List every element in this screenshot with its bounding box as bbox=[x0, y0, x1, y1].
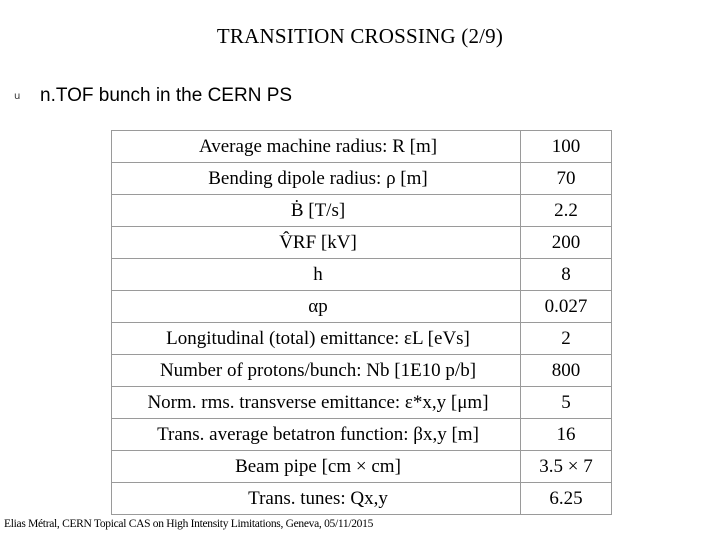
parameter-cell: Trans. tunes: Qx,y bbox=[112, 483, 521, 515]
table-row bbox=[112, 483, 612, 515]
table-row bbox=[112, 451, 612, 483]
value-cell: 6.25 bbox=[521, 483, 612, 515]
value-cell: 100 bbox=[521, 131, 612, 163]
parameter-cell: Longitudinal (total) emittance: εL [eVs] bbox=[112, 323, 521, 355]
value-cell: 0.027 bbox=[521, 291, 612, 323]
parameter-table bbox=[111, 130, 612, 515]
value-cell: 70 bbox=[521, 163, 612, 195]
parameter-table-body bbox=[112, 131, 612, 515]
value-cell: 8 bbox=[521, 259, 612, 291]
slide-title: TRANSITION CROSSING (2/9) bbox=[216, 24, 504, 48]
parameter-cell: Norm. rms. transverse emittance: ε*x,y [μm] bbox=[112, 387, 521, 419]
parameter-cell: Bending dipole radius: ρ [m] bbox=[112, 163, 521, 195]
bullet-text: n.TOF bunch in the CERN PS bbox=[40, 85, 293, 106]
value-cell: 800 bbox=[521, 355, 612, 387]
parameter-cell: Ḃ [T/s] bbox=[112, 195, 521, 227]
value-cell: 2 bbox=[521, 323, 612, 355]
value-cell: 5 bbox=[521, 387, 612, 419]
value-cell: 16 bbox=[521, 419, 612, 451]
table-row bbox=[112, 163, 612, 195]
table-row bbox=[112, 227, 612, 259]
value-cell: 3.5 × 7 bbox=[521, 451, 612, 483]
parameter-cell: Average machine radius: R [m] bbox=[112, 131, 521, 163]
parameter-cell: αp bbox=[112, 291, 521, 323]
footer-credit: Elias Métral, CERN Topical CAS on High Intensity Limitations, Geneva, 05/11/2015 bbox=[4, 518, 374, 530]
parameter-cell: Beam pipe [cm × cm] bbox=[112, 451, 521, 483]
table-row bbox=[112, 259, 612, 291]
table-row bbox=[112, 323, 612, 355]
value-cell: 2.2 bbox=[521, 195, 612, 227]
table-row bbox=[112, 387, 612, 419]
table-row bbox=[112, 419, 612, 451]
bullet-marker-icon: u bbox=[14, 90, 21, 102]
table-row bbox=[112, 355, 612, 387]
parameter-cell: Trans. average betatron function: βx,y [m] bbox=[112, 419, 521, 451]
table-row bbox=[112, 195, 612, 227]
parameter-cell: Number of protons/bunch: Nb [1E10 p/b] bbox=[112, 355, 521, 387]
parameter-cell: h bbox=[112, 259, 521, 291]
bullet-item bbox=[14, 83, 292, 109]
value-cell: 200 bbox=[521, 227, 612, 259]
parameter-cell: V̂RF [kV] bbox=[112, 227, 521, 259]
table-row bbox=[112, 131, 612, 163]
table-row bbox=[112, 291, 612, 323]
